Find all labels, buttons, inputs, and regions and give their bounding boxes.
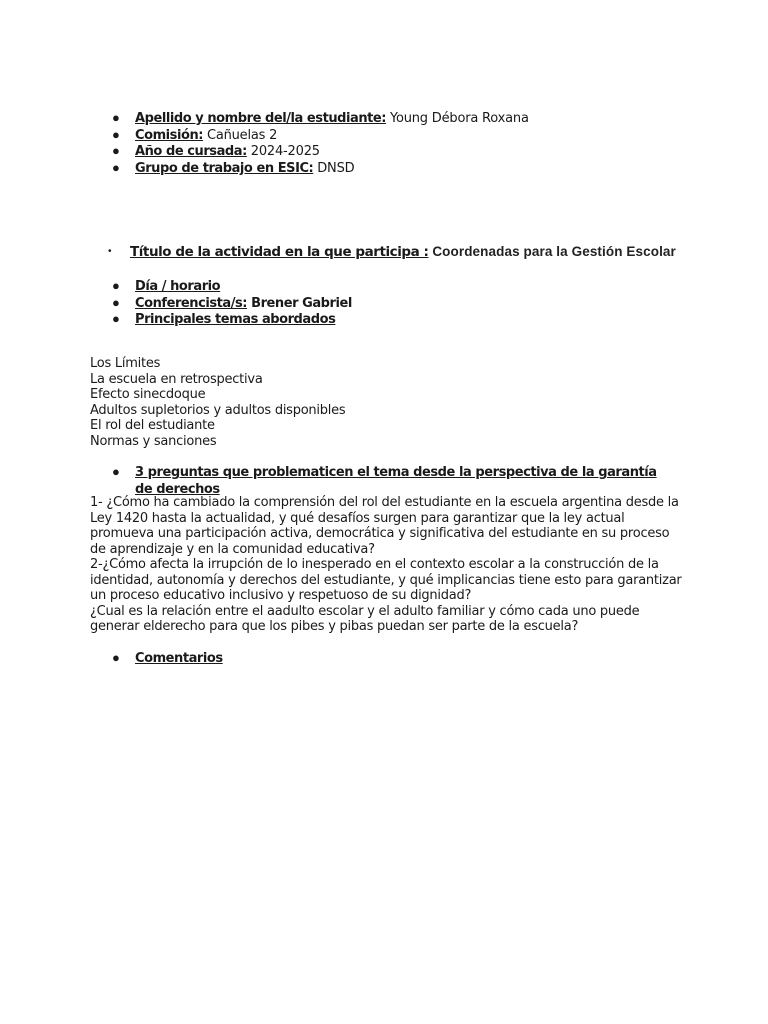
student-name-item — [112, 110, 529, 127]
work-group-label: Grupo de trabajo en ESIC: — [135, 160, 314, 176]
work-group-item — [112, 160, 529, 177]
comments-list — [112, 650, 223, 667]
topics-list — [90, 356, 345, 449]
comments-item — [112, 650, 223, 667]
student-name-value: Young Débora Roxana — [386, 111, 529, 126]
small-bullet-icon: • — [108, 246, 112, 257]
bullet-icon: ● — [112, 143, 120, 159]
commission-value: Cañuelas 2 — [203, 127, 278, 143]
bullet-icon: ● — [112, 650, 120, 665]
question-paragraph: ¿Cual es la relación entre el aadulto escolar y el adulto familiar y cómo cada uno puede generar elderecho para que los pibes y pibas puedan ser parte de la escuela? — [90, 603, 640, 634]
topic-line: El rol del estudiante — [90, 418, 215, 433]
activity-title-item — [108, 243, 676, 260]
questions-block — [90, 495, 686, 635]
question-paragraph: 2-¿Cómo afecta la irrupción de lo inesperado en el contexto escolar a la construcción de la identidad, autonomía y derechos del estudiante, y qué implicancias tiene esto para garantizar un proceso educativo inclusivo y respetuoso de su dignidad? — [90, 557, 682, 603]
speaker-item — [112, 295, 352, 312]
schedule-label: Día / horario — [135, 279, 221, 294]
student-name-label: Apellido y nombre del/la estudiante: — [135, 111, 387, 126]
bullet-icon: ● — [112, 126, 120, 142]
topic-line: Normas y sanciones — [90, 433, 217, 449]
topic-line: Efecto sinecdoque — [90, 387, 206, 402]
work-group-value: DNSD — [313, 160, 355, 176]
topics-heading-item — [112, 311, 352, 328]
questions-heading-item — [112, 464, 675, 497]
speaker-value: Brener Gabriel — [247, 295, 352, 311]
bullet-icon: ● — [112, 311, 120, 327]
student-info-list — [112, 110, 529, 176]
topics-heading-label: Principales temas abordados — [135, 312, 336, 328]
bullet-icon: ● — [112, 278, 120, 293]
commission-label: Comisión: — [135, 127, 204, 143]
commission-item — [112, 127, 529, 144]
activity-title-value: Coordenadas para la Gestión Escolar — [428, 244, 676, 259]
course-year-item — [112, 143, 529, 160]
bullet-icon: ● — [112, 159, 120, 175]
activity-title-label: Título de la actividad en la que participa : — [130, 244, 429, 260]
question-paragraph: 1- ¿Cómo ha cambiado la comprensión del rol del estudiante en la escuela argentina desde la Ley 1420 hasta la actualidad, y qué desafíos surgen para garantizar que la ley actual promueva una participación activa, democrática y significativa del estudiante en su proceso de aprendizaje y en la comunidad educativa? — [90, 495, 679, 557]
topic-line: La escuela en retrospectiva — [90, 371, 263, 387]
topic-line: Adultos supletorios y adultos disponibles — [90, 402, 346, 418]
course-year-label: Año de cursada: — [135, 144, 247, 160]
bullet-icon: ● — [112, 110, 120, 125]
bullet-icon: ● — [112, 464, 120, 479]
questions-heading-label: 3 preguntas que problematicen el tema desde la perspectiva de la garantía de derechos — [135, 465, 657, 497]
activity-info-list — [112, 278, 352, 328]
course-year-value: 2024-2025 — [246, 144, 320, 160]
schedule-item — [112, 278, 352, 295]
speaker-label: Conferencista/s: — [135, 295, 248, 311]
bullet-icon: ● — [112, 294, 120, 310]
comments-label: Comentarios — [135, 651, 223, 666]
topic-line: Los Límites — [90, 356, 161, 371]
